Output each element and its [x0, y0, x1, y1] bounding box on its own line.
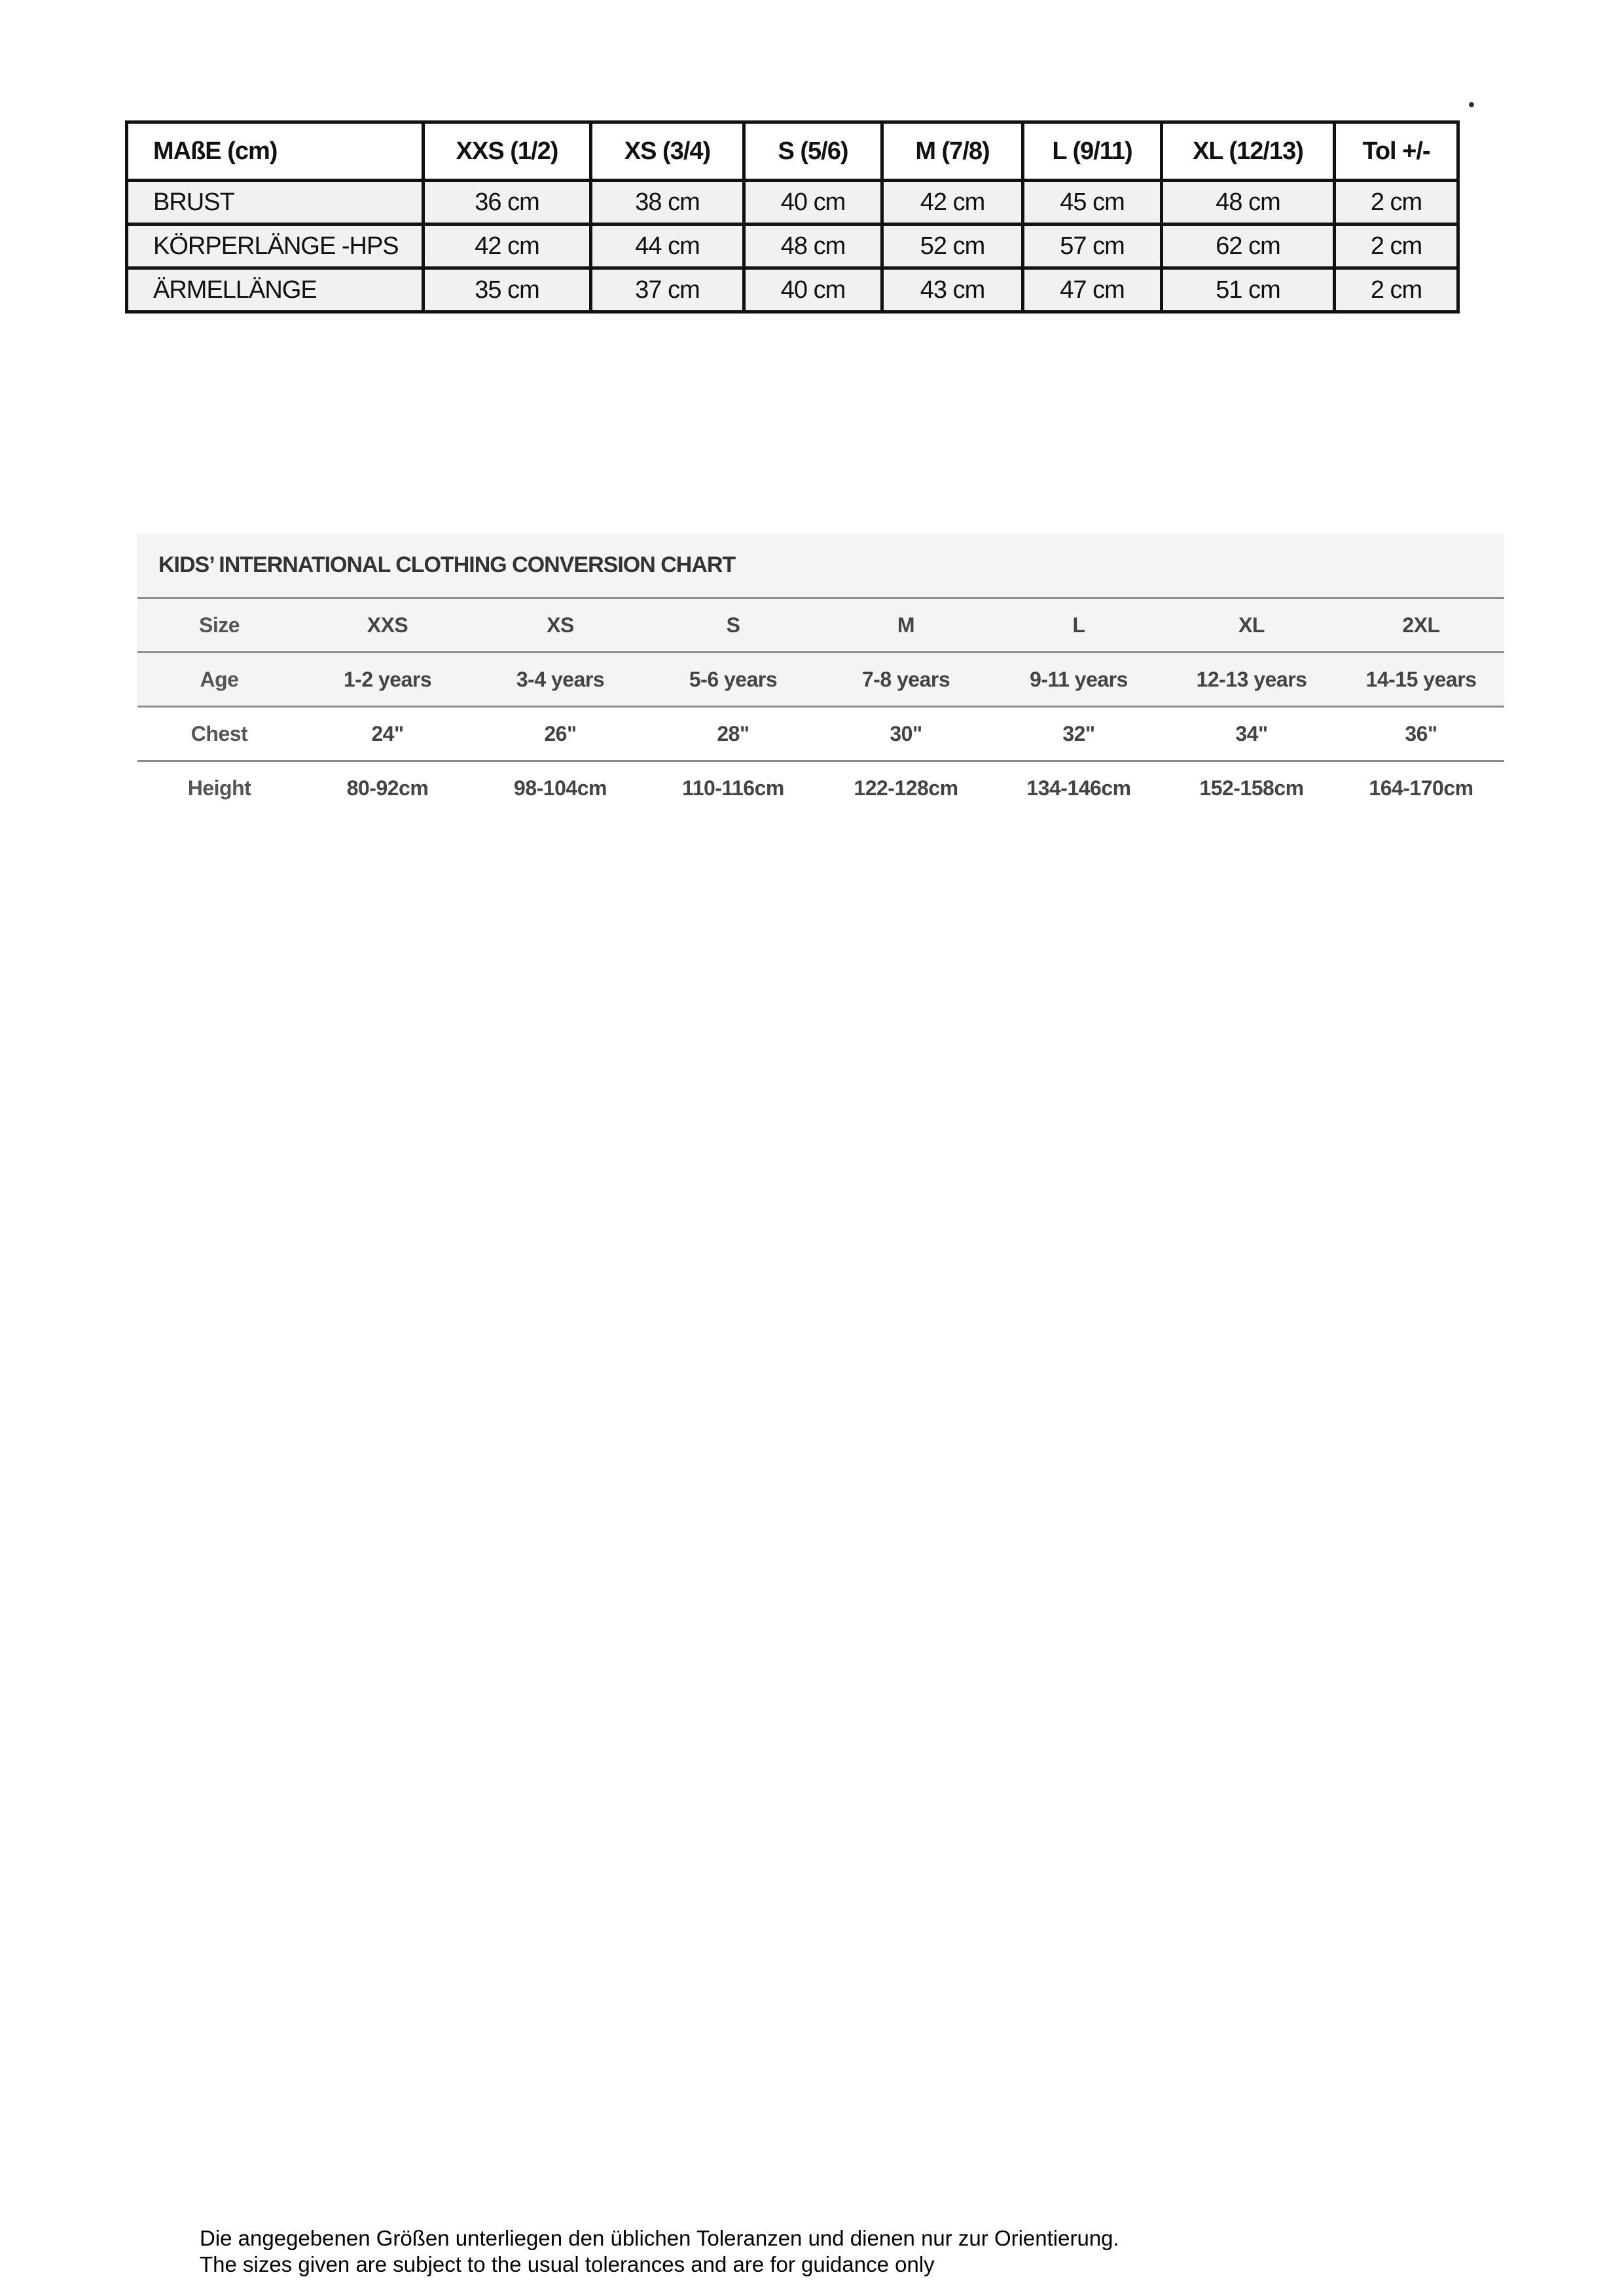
- table-cell: 48 cm: [744, 224, 882, 268]
- table-cell: 2XL: [1338, 599, 1504, 653]
- table-cell: 134-146cm: [1026, 776, 1131, 800]
- table-cell: XL: [1165, 599, 1338, 653]
- table-cell: 110-116cm: [682, 776, 784, 800]
- age-row: [137, 653, 1504, 707]
- table-cell: 152-158cm: [1199, 776, 1304, 800]
- table-row: [127, 268, 1458, 312]
- table-cell: 5-6 years: [647, 653, 820, 707]
- row-label: KÖRPERLÄNGE -HPS: [127, 224, 424, 268]
- table-cell: XS: [474, 599, 647, 653]
- table-cell: 42 cm: [424, 224, 591, 268]
- table-cell: 32": [992, 707, 1165, 761]
- tolerance-note-german: Die angegebenen Größen unterliegen den üblichen Toleranzen und dienen nur zur Orientierung.: [200, 2226, 1119, 2250]
- table-cell: 42 cm: [882, 181, 1023, 224]
- table-cell: 40 cm: [744, 268, 882, 312]
- table-cell: 44 cm: [591, 224, 744, 268]
- table-cell: 12-13 years: [1165, 653, 1338, 707]
- table-cell: 2 cm: [1335, 181, 1458, 224]
- row-label: Size: [137, 599, 301, 653]
- row-label: Age: [137, 653, 301, 707]
- table-cell: 57 cm: [1023, 224, 1162, 268]
- table-cell: 80-92cm: [346, 776, 429, 800]
- kids-chart-title: KIDS’ INTERNATIONAL CLOTHING CONVERSION CHART: [137, 533, 1504, 599]
- chest-row: [137, 707, 1504, 761]
- table-cell: 43 cm: [882, 268, 1023, 312]
- table-cell: 7-8 years: [820, 653, 992, 707]
- table-cell: 36": [1338, 707, 1504, 761]
- header-cell: M (7/8): [882, 122, 1023, 181]
- table-row: [127, 224, 1458, 268]
- table-cell: 52 cm: [882, 224, 1023, 268]
- table-cell: 1-2 years: [301, 653, 474, 707]
- table-cell: XXS: [301, 599, 474, 653]
- table-cell: 9-11 years: [992, 653, 1165, 707]
- table-cell: 38 cm: [591, 181, 744, 224]
- table-cell: M: [820, 599, 992, 653]
- table-cell: 34": [1165, 707, 1338, 761]
- size-row: [137, 599, 1504, 653]
- kids-conversion-chart: [137, 533, 1504, 814]
- table-cell: 28": [647, 707, 820, 761]
- kids-conversion-table: [137, 599, 1504, 814]
- table-cell: 51 cm: [1162, 268, 1335, 312]
- height-row: [137, 761, 1504, 815]
- table-cell: 45 cm: [1023, 181, 1162, 224]
- row-label: BRUST: [127, 181, 424, 224]
- header-cell: XL (12/13): [1162, 122, 1335, 181]
- measurements-table: [125, 120, 1460, 314]
- header-cell: XS (3/4): [591, 122, 744, 181]
- table-cell: 47 cm: [1023, 268, 1162, 312]
- row-label: ÄRMELLÄNGE: [127, 268, 424, 312]
- header-cell: Tol +/-: [1335, 122, 1458, 181]
- table-cell: 30": [820, 707, 992, 761]
- table-cell: 2 cm: [1335, 268, 1458, 312]
- measurements-header-row: [127, 122, 1458, 181]
- row-label: Chest: [137, 707, 301, 761]
- header-cell: XXS (1/2): [424, 122, 591, 181]
- table-cell: 2 cm: [1335, 224, 1458, 268]
- table-cell: 14-15 years: [1338, 653, 1504, 707]
- table-cell: 40 cm: [744, 181, 882, 224]
- header-cell: S (5/6): [744, 122, 882, 181]
- table-cell: 24": [301, 707, 474, 761]
- header-cell: MAßE (cm): [127, 122, 424, 181]
- table-cell: 62 cm: [1162, 224, 1335, 268]
- table-cell: 35 cm: [424, 268, 591, 312]
- table-cell: 98-104cm: [514, 776, 607, 800]
- table-cell: 3-4 years: [474, 653, 647, 707]
- table-cell: L: [992, 599, 1165, 653]
- table-cell: 164-170cm: [1369, 776, 1473, 800]
- decorative-dot: [1469, 102, 1474, 107]
- header-cell: L (9/11): [1023, 122, 1162, 181]
- tolerance-note: [200, 2225, 1119, 2278]
- tolerance-note-english: The sizes given are subject to the usual tolerances and are for guidance only: [200, 2252, 935, 2276]
- row-label: Height: [187, 776, 251, 800]
- table-row: [127, 181, 1458, 224]
- table-cell: 26": [474, 707, 647, 761]
- table-cell: 37 cm: [591, 268, 744, 312]
- table-cell: 122-128cm: [854, 776, 958, 800]
- table-cell: 48 cm: [1162, 181, 1335, 224]
- table-cell: 36 cm: [424, 181, 591, 224]
- table-cell: S: [647, 599, 820, 653]
